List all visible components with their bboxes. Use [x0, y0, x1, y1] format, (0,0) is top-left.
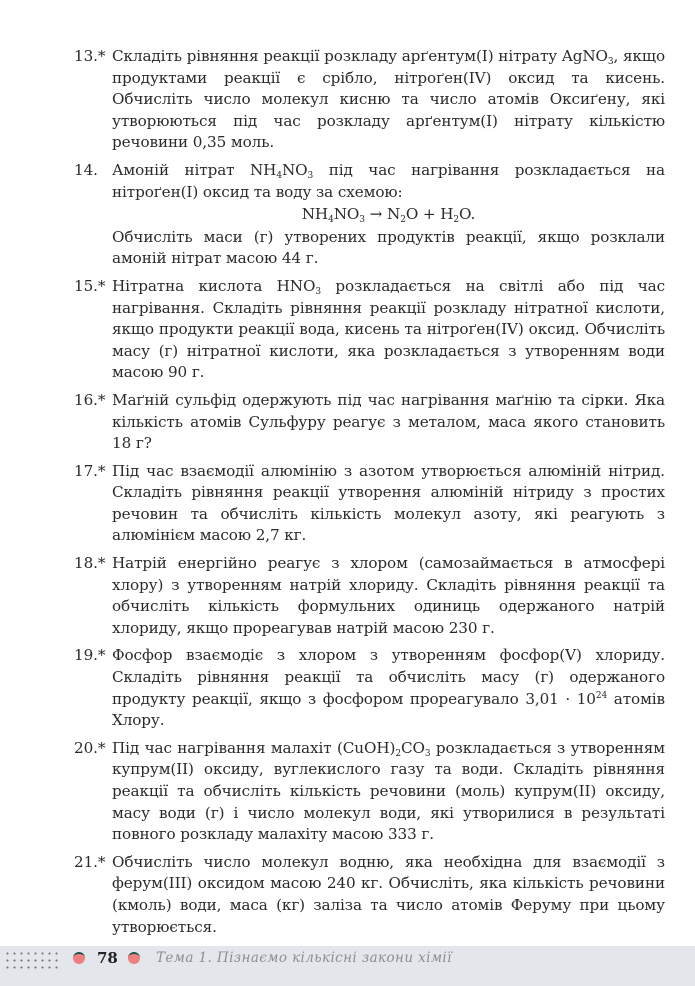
bullet-icon: [128, 952, 140, 964]
task-number: 16.*: [74, 390, 106, 409]
task-number: 15.*: [74, 276, 106, 295]
chapter-title: Тема 1. Пізнаємо кількісні закони хімії: [156, 950, 452, 966]
task-number: 21.*: [74, 852, 106, 871]
task-number: 18.*: [74, 554, 106, 573]
bullet-icon: [73, 952, 85, 964]
task-20: 20.* Під час нагрівання малахіт $(CuOH)_2CO_3$ розкладається з утворенням купрум(II) оксиду, вуглекислого газу та води. Складіть рівняння реакції та обчисліть кількість речовини (моль) купрум(II) оксиду, масу води (г) і число молекул води, які утворилися в результаті повного розкладу малахіту масою 333 г.: [74, 738, 665, 844]
page-footer: [0, 946, 695, 986]
page-number: 78: [97, 949, 118, 967]
task-13: 13.* Складіть рівняння реакції розкладу арґентум(I) нітрату AgNO$_3$, якщо продуктами реакції є срібло, нітроґен(IV) оксид та кисень. Обчисліть число молекул кисню та число атомів Оксиґену, які утворюються під час розкладу арґентум(I) нітрату кількістю речовини 0,35 моль.: [74, 47, 665, 152]
task-21: 21.* Обчисліть число молекул водню, яка необхідна для взаємодії з ферум(III) оксидом масою 240 кг. Обчисліть, яка кількість речовини (кмоль) води, маса (кг) заліза та число атомів Феруму при цьому утворюється.: [74, 852, 665, 936]
task-number: 20.*: [74, 738, 106, 757]
task-19: 19.* Фосфор взаємодіє з хлором з утворенням фосфор(V) хлориду. Складіть рівняння реакції та обчисліть масу (г) одержаного продукту реакції, якщо з фосфором прореагувало $3,01 \cdot 10^{24}$ атомів Хлору.: [74, 646, 666, 730]
task-14: 14. Амоній нітрат $NH_4NO_3$ під час нагрівання розкладається на нітроґен(I) оксид та воду за схемою: $NH_4NO_3 \to N_2O + H_2O$. Обчисліть маси (г) утворених продуктів реакції, якщо розклали амоній нітрат масою 44 г.: [74, 160, 665, 268]
task-number: 13.*: [74, 47, 106, 65]
task-18: 18.* Натрій енергійно реагує з хлором (самозаймається в атмосфері хлору) з утворенням натрій хлориду. Складіть рівняння реакції та обчисліть кількість формульних одиниць одержаного натрій хлориду, якщо прореагував натрій масою 230 г.: [74, 554, 665, 637]
task-number: 17.*: [74, 461, 106, 480]
task-number: 14.: [74, 160, 98, 179]
task-16: 16.* Маґній сульфід одержують під час нагрівання маґнію та сірки. Яка кількість атомів Сульфуру реагує з металом, маса якого становить 18 г?: [74, 390, 665, 453]
exercise-list: [74, 46, 665, 944]
task-number: 19.*: [74, 646, 106, 665]
dot-grid-decoration: [4, 950, 60, 970]
task-15: 15.* Нітратна кислота $HNO_3$ розкладається на світлі або під час нагрівання. Складіть рівняння реакції розкладу нітратної кислоти, якщо продукти реакції вода, кисень та нітроґен(IV) оксид. Обчисліть масу (г) нітратної кислоти, яка розкладається з утворенням води масою 90 г.: [74, 276, 665, 382]
reaction-equation: $NH_4NO_3 \to N_2O + H_2O$.: [301, 205, 476, 226]
task-17: 17.* Під час взаємодії алюмінію з азотом утворюється алюміній нітрид. Складіть рівняння реакції утворення алюміній нітриду з простих речовин та обчисліть кількість молекул азоту, які реагують з алюмінієм масою 2,7 кг.: [74, 461, 665, 545]
